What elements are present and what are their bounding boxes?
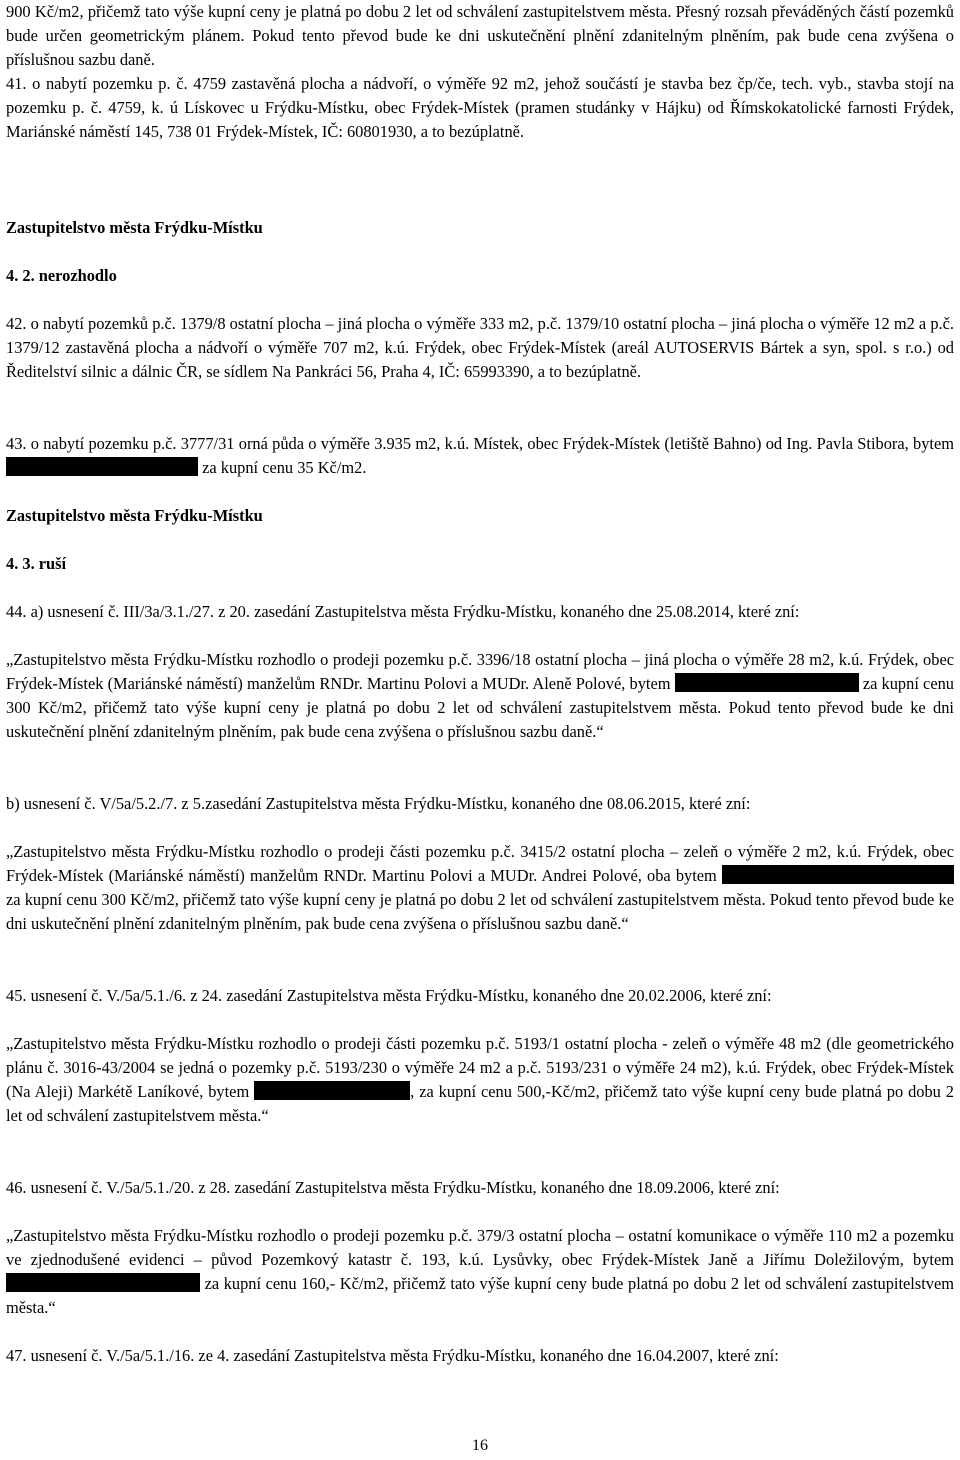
paragraph-40-continuation: 900 Kč/m2, přičemž tato výše kupní ceny je platná po dobu 2 let od schválení zastupitelstvem města. Přesný rozsah převáděných částí pozemků bude určen geometrickým plánem. Pokud tento převod bude ke dni uskutečnění plnění zdanitelným plněním, pak bude cena zvýšena o příslušnou sazbu daně. <box>6 2 954 69</box>
item-44a-quote <box>6 648 954 744</box>
item-46-text: „Zastupitelstvo města Frýdku-Místku rozhodlo o prodeji pozemku p.č. 379/3 ostatní plocha – ostatní komunikace o výměře 110 m2 a pozemku ve zjednodušené evidenci – původ Pozemkový katastr č. 193, k.ú. Lysůvky, obec Frýdek-Místek Janě a Jiřímu Doležilovým, bytem <box>6 1226 954 1269</box>
item-45-text: „Zastupitelstvo města Frýdku-Místku rozhodlo o prodeji části pozemku p.č. 5193/1 ostatní plocha - zeleň o výměře 48 m2 (dle geometrického plánu č. 3016-43/2004 se jedná o pozemky p.č. 5193/230 o výměře 24 m2 a p.č. 5193/231 o výměře 24 m2), k.ú. Frýdek, obec Frýdek-Místek (Na Aleji) Markétě Laníkové, bytem <box>6 1034 954 1101</box>
item-44a-head: 44. a) usnesení č. III/3a/3.1./27. z 20. zasedání Zastupitelstva města Frýdku-Místku, konaného dne 25.08.2014, které zní: <box>6 602 800 621</box>
council-heading-2: Zastupitelstvo města Frýdku-Místku <box>6 506 263 525</box>
decision-4-2: 4. 2. nerozhodlo <box>6 266 117 285</box>
council-heading-1: Zastupitelstvo města Frýdku-Místku <box>6 218 263 237</box>
item-46-quote <box>6 1224 954 1320</box>
item-45-quote <box>6 1032 954 1128</box>
item-44a-text: „Zastupitelstvo města Frýdku-Místku rozhodlo o prodeji pozemku p.č. 3396/18 ostatní plocha – jiná plocha o výměře 28 m2, k.ú. Frýdek, obec Frýdek-Místek (Mariánské náměstí) manželům RNDr. Martinu Polovi a MUDr. Aleně Polové, bytem <box>6 650 954 693</box>
item-44b-head: b) usnesení č. V/5a/5.2./7. z 5.zasedání Zastupitelstva města Frýdku-Místku, konaného dne 08.06.2015, které zní: <box>6 794 751 813</box>
item-41: 41. o nabytí pozemku p. č. 4759 zastavěná plocha a nádvoří, o výměře 92 m2, jehož součástí je stavba bez čp/če, tech. vyb., stavba stojí na pozemku p. č. 4759, k. ú Lískovec u Frýdku-Místku, obec Frýdek-Místek (pramen studánky v Hájku) od Římskokatolické farnosti Frýdek, Mariánské náměstí 145, 738 01 Frýdek-Místek, IČ: 60801930, a to bezúplatně. <box>6 74 954 141</box>
item-45-head: 45. usnesení č. V./5a/5.1./6. z 24. zasedání Zastupitelstva města Frýdku-Místku, konaného dne 20.02.2006, které zní: <box>6 986 772 1005</box>
redacted-address <box>675 673 859 692</box>
page-number: 16 <box>472 1437 488 1454</box>
item-46-head: 46. usnesení č. V./5a/5.1./20. z 28. zasedání Zastupitelstva města Frýdku-Místku, konaného dne 18.09.2006, které zní: <box>6 1178 780 1197</box>
redacted-address <box>6 1273 200 1292</box>
item-42: 42. o nabytí pozemků p.č. 1379/8 ostatní plocha – jiná plocha o výměře 333 m2, p.č. 1379/10 ostatní plocha – jiná plocha o výměře 12 m2 a p.č. 1379/12 zastavěná plocha a nádvoří o výměře 707 m2, k.ú. Frýdek, obec Frýdek-Místek (areál AUTOSERVIS Bártek a syn, spol. s r.o.) od Ředitelství silnic a dálnic ČR, se sídlem Na Pankráci 56, Praha 4, IČ: 65993390, a to bezúplatně. <box>6 314 954 381</box>
item-47-head: 47. usnesení č. V./5a/5.1./16. ze 4. zasedání Zastupitelstva města Frýdku-Místku, konaného dne 16.04.2007, které zní: <box>6 1346 779 1365</box>
item-44b-text: „Zastupitelstvo města Frýdku-Místku rozhodlo o prodeji části pozemku p.č. 3415/2 ostatní plocha – zeleň o výměře 2 m2, k.ú. Frýdek, obec Frýdek-Místek (Mariánské náměstí) manželům RNDr. Martinu Polovi a MUDr. Andrei Polové, oba bytem <box>6 842 954 885</box>
item-43 <box>6 432 954 480</box>
item-44a-price: za kupní cenu 300 Kč/m2, přičemž tato výše kupní ceny je platná po dobu 2 let od schválení zastupitelstvem města. Pokud tento převod bude ke dni uskutečnění plnění zdanitelným plněním, pak bude cena zvýšena o příslušnou sazbu daně.“ <box>6 674 954 741</box>
item-46-price: za kupní cenu 160,- Kč/m2, přičemž tato výše kupní ceny bude platná po dobu 2 let od schválení zastupitelstvem města.“ <box>6 1274 954 1317</box>
item-44b-quote <box>6 840 954 936</box>
decision-4-3: 4. 3. ruší <box>6 554 67 573</box>
item-43-price: za kupní cenu 35 Kč/m2. <box>202 458 367 477</box>
redacted-address <box>722 865 954 884</box>
redacted-address <box>6 457 198 476</box>
item-43-text: 43. o nabytí pozemku p.č. 3777/31 orná půda o výměře 3.935 m2, k.ú. Místek, obec Frýdek-Místek (letiště Bahno) od Ing. Pavla Stibora, bytem <box>6 434 954 453</box>
item-45-price: , za kupní cenu 500,-Kč/m2, přičemž tato výše kupní ceny bude platná po dobu 2 let od schválení zastupitelstvem města.“ <box>6 1082 954 1125</box>
redacted-address <box>254 1081 410 1100</box>
item-44b-price: za kupní cenu 300 Kč/m2, přičemž tato výše kupní ceny je platná po dobu 2 let od schválení zastupitelstvem města. Pokud tento převod bude ke dni uskutečnění plnění zdanitelným plněním, pak bude cena zvýšena o příslušnou sazbu daně.“ <box>6 890 954 933</box>
